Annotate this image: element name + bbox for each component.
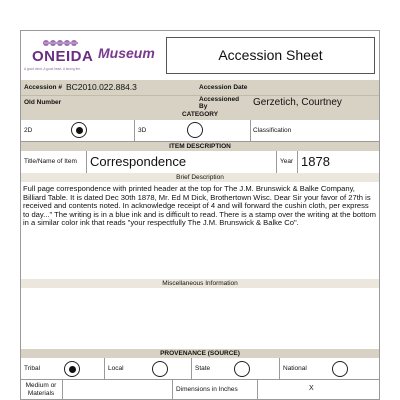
provenance-local-label: Local [108,365,124,372]
year-value[interactable]: 1878 [301,154,330,169]
category-2d-label: 2D [24,127,33,134]
accession-number-label: Accession # [24,84,62,91]
classification-label: Classification [253,127,292,134]
provenance-heading: PROVENANCE (SOURCE) [160,350,240,357]
dimensions-label: Dimensions in Inches [176,386,238,393]
medium-materials-label: Medium or Materials [25,382,57,397]
logo-tagline: A good mind. A good heart. A strong fire. [24,67,81,71]
dimensions-separator: X [309,385,314,392]
category-2d-selected-dot [76,127,83,134]
year-label: Year [280,158,294,165]
provenance-tribal-selected-dot [69,366,76,373]
item-description-heading: ITEM DESCRIPTION [169,143,231,150]
accessioned-by-label: Accessioned By [199,96,240,110]
accession-number-value[interactable]: BC2010.022.884.3 [66,82,137,92]
provenance-national-label: National [283,365,307,372]
title-name-label: Title/Name of Item [24,158,77,165]
logo-text: ONEIDA [32,48,94,65]
old-number-label: Old Number [24,99,62,106]
museum-label: Museum [98,45,155,61]
accessioned-by-value[interactable]: Gerzetich, Courtney [253,97,342,108]
accession-date-label: Accession Date [199,84,248,91]
provenance-state-label: State [195,365,211,372]
brief-description-text[interactable]: Full page correspondence with printed header at the top for The J.M. Brunswick & Balke Company, Billiard Table. It is dated Dec 30th 1878, Mr. Ed M Dick, Brothertown Wisc. Dear Sir your favor of 27th is received and contents noted. In acknowledge receipt of 4 and will forward the cushin cloth, per express to day..." The writing is in a blue ink and is difficult to read. There is a stamp over the writing at the bottom in a similar color ink that reads "your respectfully The J.M. Brunswick & Balke Co". [23,184,376,228]
misc-information-label: Miscellaneous Information [162,280,238,287]
sheet-title: Accession Sheet [218,47,323,63]
provenance-national-radio[interactable] [332,361,348,377]
brief-description-label: Brief Description [176,174,224,181]
category-heading: CATEGORY [181,111,219,118]
provenance-state-radio[interactable] [234,361,250,377]
provenance-local-radio[interactable] [152,361,168,377]
logo-beadwork-icon [42,38,82,48]
oneida-logo [24,38,96,78]
medium-materials-value[interactable] [64,381,170,398]
category-3d-radio[interactable] [187,122,203,138]
provenance-tribal-label: Tribal [24,365,41,372]
title-name-value[interactable]: Correspondence [90,154,187,169]
category-3d-label: 3D [138,127,147,134]
